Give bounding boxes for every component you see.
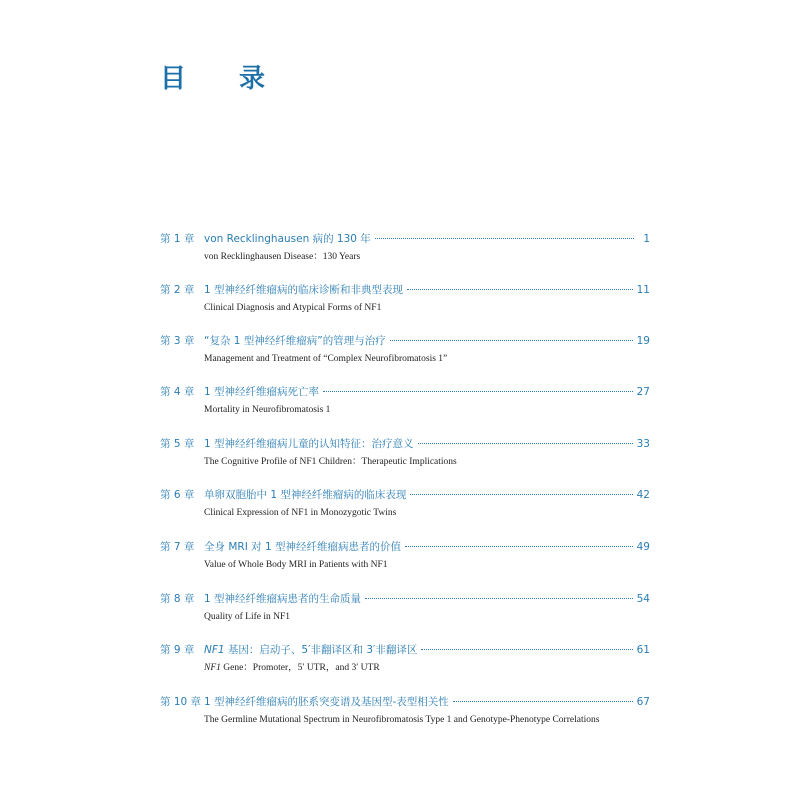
gene-name: NF1: [204, 663, 221, 673]
page-number: 27: [636, 386, 650, 398]
page-number: 19: [636, 335, 650, 347]
chapter-number: 第 3 章: [160, 335, 195, 347]
toc-entry-3[interactable]: [160, 334, 650, 367]
chapter-subtitle: Clinical Diagnosis and Atypical Forms of NF1: [204, 303, 382, 313]
chapter-subtitle: von Recklinghausen Disease：130 Years: [204, 252, 361, 262]
page-number: 67: [636, 696, 650, 708]
toc-entry-9[interactable]: [160, 643, 650, 676]
page-title: 目 录: [160, 64, 288, 94]
page-number: 49: [636, 541, 650, 553]
chapter-number: 第 6 章: [160, 489, 195, 501]
chapter-number: 第 10 章: [160, 696, 202, 708]
chapter-title: 全身 MRI 对 1 型神经纤维瘤病患者的价值: [204, 541, 401, 553]
toc-entry-6[interactable]: [160, 488, 650, 521]
toc-entry-4[interactable]: [160, 385, 650, 418]
page-number: 42: [636, 489, 650, 501]
dot-leader: [421, 649, 632, 650]
chapter-number: 第 4 章: [160, 386, 195, 398]
chapter-number: 第 9 章: [160, 644, 195, 656]
dot-leader: [390, 340, 633, 341]
chapter-subtitle: Value of Whole Body MRI in Patients with NF1: [204, 560, 388, 570]
dot-leader: [407, 289, 633, 290]
toc-entry-8[interactable]: [160, 592, 650, 625]
chapter-subtitle: The Germline Mutational Spectrum in Neurofibromatosis Type 1 and Genotype-Phenotype Correlations: [204, 715, 600, 725]
chapter-title: 1 型神经纤维瘤病患者的生命质量: [204, 593, 362, 605]
page-number: 11: [636, 284, 650, 296]
chapter-subtitle: Clinical Expression of NF1 in Monozygotic Twins: [204, 508, 397, 518]
dot-leader: [453, 701, 633, 702]
page-number: 61: [636, 644, 650, 656]
gene-name: NF1: [204, 644, 225, 656]
chapter-title: von Recklinghausen 病的 130 年: [204, 233, 371, 245]
chapter-title: 1 型神经纤维瘤病儿童的认知特征：治疗意义: [204, 438, 414, 450]
toc-entry-5[interactable]: [160, 437, 650, 470]
chapter-subtitle-rest: Gene：Promoter，5′ UTR，and 3′ UTR: [220, 663, 380, 673]
toc-entry-10[interactable]: [160, 695, 650, 728]
chapter-number: 第 8 章: [160, 593, 195, 605]
chapter-subtitle: [204, 661, 604, 676]
dot-leader: [405, 546, 633, 547]
page-number: 54: [636, 593, 650, 605]
toc-entry-2[interactable]: [160, 283, 650, 316]
chapter-number: 第 1 章: [160, 233, 195, 245]
chapter-title: 1 型神经纤维瘤病死亡率: [204, 386, 320, 398]
toc-entry-1[interactable]: [160, 232, 650, 265]
chapter-title-rest: 基因：启动子、5′非翻译区和 3′非翻译区: [224, 644, 418, 656]
dot-leader: [365, 598, 633, 599]
chapter-title: [204, 643, 417, 657]
chapter-subtitle: Mortality in Neurofibromatosis 1: [204, 405, 331, 415]
chapter-title: 1 型神经纤维瘤病的胚系突变谱及基因型-表型相关性: [204, 696, 449, 708]
dot-leader: [418, 443, 633, 444]
page-number: 1: [643, 233, 650, 245]
dot-leader: [323, 391, 633, 392]
chapter-title: “复杂 1 型神经纤维瘤病”的管理与治疗: [204, 335, 386, 347]
chapter-number: 第 2 章: [160, 284, 195, 296]
page-number: 33: [636, 438, 650, 450]
dot-leader: [410, 494, 632, 495]
chapter-subtitle: Management and Treatment of “Complex Neurofibromatosis 1”: [204, 354, 448, 364]
chapter-number: 第 5 章: [160, 438, 195, 450]
chapter-title: 单卵双胞胎中 1 型神经纤维瘤病的临床表现: [204, 489, 407, 501]
chapter-subtitle: The Cognitive Profile of NF1 Children：Therapeutic Implications: [204, 457, 457, 467]
dot-leader: [375, 238, 634, 239]
chapter-number: 第 7 章: [160, 541, 195, 553]
chapter-title: 1 型神经纤维瘤病的临床诊断和非典型表现: [204, 284, 404, 296]
toc-entry-7[interactable]: [160, 540, 650, 573]
chapter-subtitle: Quality of Life in NF1: [204, 612, 291, 622]
